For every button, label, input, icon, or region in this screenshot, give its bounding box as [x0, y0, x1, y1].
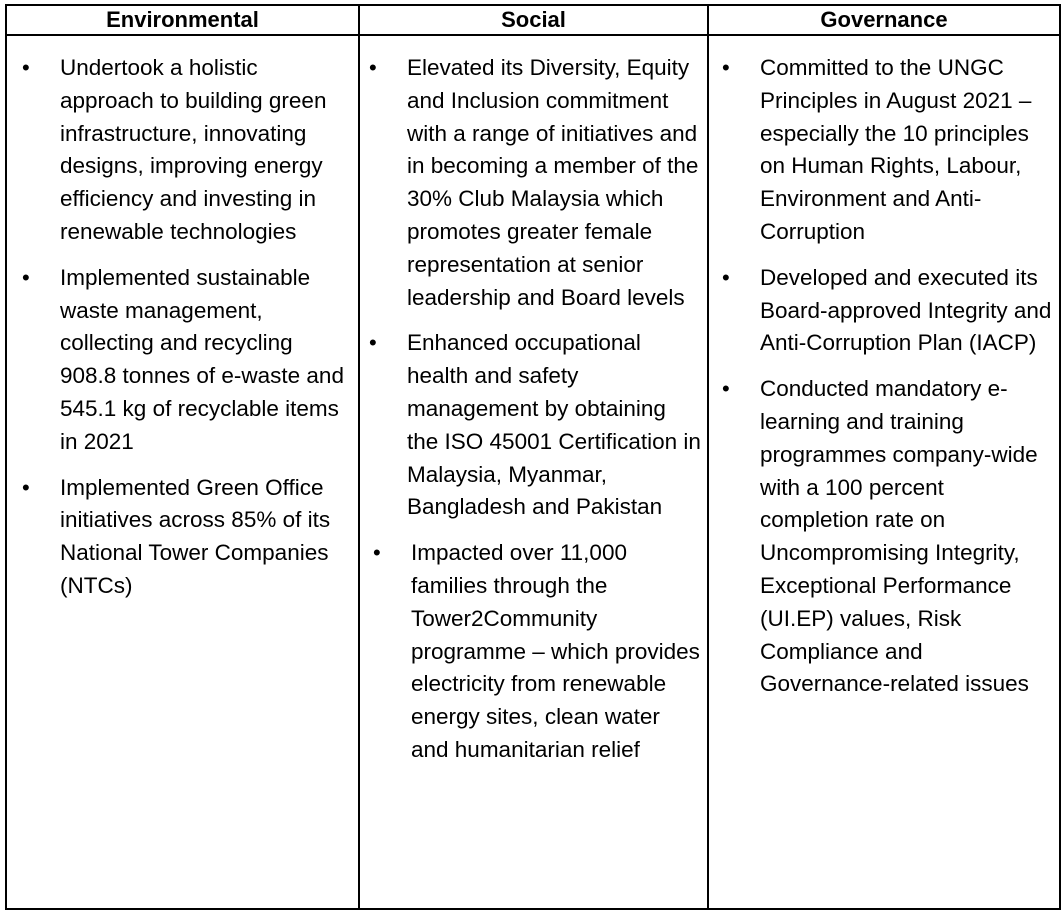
list-item-text: Enhanced occupational health and safety management by obtaining the ISO 45001 Certification in Malaysia, Myanmar, Bangladesh and Pakistan [407, 330, 701, 520]
header-environmental: Environmental [6, 5, 359, 35]
list-item-text: Implemented Green Office initiatives across 85% of its National Tower Companies (NTCs) [60, 474, 331, 598]
bullet-icon: • [22, 55, 30, 80]
social-cell [359, 35, 708, 909]
environmental-cell [6, 35, 359, 909]
governance-list [709, 52, 1059, 701]
list-item [7, 52, 358, 249]
bullet-icon: • [369, 330, 377, 356]
bullet-icon: • [722, 264, 730, 290]
bullet-icon: • [22, 264, 30, 290]
list-item [360, 327, 707, 524]
header-social: Social [359, 5, 708, 35]
bullet-icon: • [722, 376, 730, 402]
list-item-text: Committed to the UNGC Principles in August 2021 – especially the 10 principles on Human Rights, Labour, Environment and Anti-Corruption [760, 55, 1032, 244]
list-item-text: Undertook a holistic approach to building green infrastructure, innovating designs, improving energy efficiency and investing in renewable technologies [60, 55, 327, 244]
header-row [6, 5, 1060, 35]
list-item-text: Impacted over 11,000 families through the Tower2Community programme – which provides electricity from renewable energy sites, clean water and humanitarian relief [411, 540, 700, 762]
list-item [709, 52, 1059, 249]
bullet-icon: • [722, 55, 730, 80]
list-item [360, 52, 707, 314]
content-row [6, 35, 1060, 909]
list-item-text: Developed and executed its Board-approved Integrity and Anti-Corruption Plan (IACP) [760, 264, 1052, 356]
bullet-icon: • [22, 474, 30, 500]
bullet-icon: • [373, 540, 381, 566]
bullet-icon: • [369, 55, 377, 80]
list-item [709, 262, 1059, 360]
list-item-text: Conducted mandatory e-learning and training programmes company-wide with a 100 percent completion rate on Uncompromising Integrity, Exceptional Performance (UI.EP) values, Risk Compliance and Governance-related issues [760, 376, 1038, 697]
environmental-list [7, 52, 358, 603]
list-item [7, 262, 358, 459]
header-governance: Governance [708, 5, 1060, 35]
list-item [360, 537, 707, 767]
list-item-text: Elevated its Diversity, Equity and Inclusion commitment with a range of initiatives and in becoming a member of the 30% Club Malaysia which promotes greater female representation at senior leadership and Board levels [407, 55, 699, 310]
list-item [7, 472, 358, 603]
social-list [360, 52, 707, 767]
governance-cell [708, 35, 1060, 909]
list-item-text: Implemented sustainable waste management, collecting and recycling 908.8 tonnes of e-waste and 545.1 kg of recyclable items in 2021 [60, 264, 344, 454]
esg-table [5, 4, 1061, 910]
list-item [709, 373, 1059, 701]
